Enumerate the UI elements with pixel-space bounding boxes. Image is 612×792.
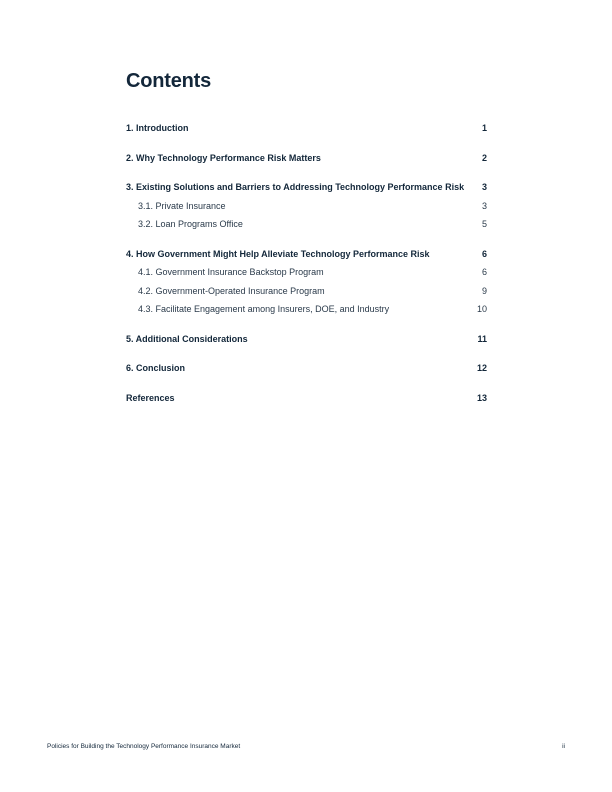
- toc-entry-label: 3. Existing Solutions and Barriers to Addressing Technology Performance Risk: [126, 182, 465, 192]
- toc-entry-page: 5: [481, 219, 487, 229]
- toc-entry-label: 1. Introduction: [126, 123, 189, 133]
- toc-entry-loan-programs-office[interactable]: [126, 217, 487, 231]
- toc-entry-label: 4.1. Government Insurance Backstop Program: [138, 267, 324, 277]
- toc-entry-page: 3: [481, 201, 487, 211]
- toc-entry-page: 3: [481, 182, 487, 192]
- toc-entry-introduction[interactable]: [126, 121, 487, 135]
- toc-entry-label: 4.3. Facilitate Engagement among Insurers, DOE, and Industry: [138, 304, 390, 314]
- toc-entry-label: 5. Additional Considerations: [126, 334, 248, 344]
- toc-entry-existing-solutions[interactable]: [126, 180, 487, 194]
- toc-entry-conclusion[interactable]: [126, 361, 487, 375]
- toc-entry-page: 2: [481, 153, 487, 163]
- toc-entry-page: 6: [481, 267, 487, 277]
- toc-entry-government-operated-insurance[interactable]: [126, 284, 487, 298]
- footer-page-number: ii: [562, 743, 565, 750]
- toc-entry-page: 1: [481, 123, 487, 133]
- toc-entry-label: 6. Conclusion: [126, 363, 186, 373]
- toc-entry-government-help[interactable]: [126, 247, 487, 261]
- toc-entry-page: 13: [476, 393, 487, 403]
- toc-entry-page: 10: [476, 304, 487, 314]
- toc-entry-additional-considerations[interactable]: [126, 332, 487, 346]
- toc-entry-references[interactable]: [126, 391, 487, 405]
- toc-entry-why-risk-matters[interactable]: [126, 151, 487, 165]
- page-title: Contents: [126, 70, 212, 92]
- toc-entry-label: 4.2. Government-Operated Insurance Program: [138, 286, 325, 296]
- toc-entry-page: 6: [481, 249, 487, 259]
- toc-entry-label: 3.2. Loan Programs Office: [138, 219, 243, 229]
- toc-entry-private-insurance[interactable]: [126, 199, 487, 213]
- toc-entry-label: 4. How Government Might Help Alleviate Technology Performance Risk: [126, 249, 430, 259]
- toc-entry-label: References: [126, 393, 175, 403]
- toc-entry-page: 9: [481, 286, 487, 296]
- toc-entry-page: 12: [476, 363, 487, 373]
- toc-entry-label: 2. Why Technology Performance Risk Matters: [126, 153, 321, 163]
- footer-document-title: Policies for Building the Technology Performance Insurance Market: [47, 743, 241, 750]
- toc-entry-facilitate-engagement[interactable]: [126, 302, 487, 316]
- toc-entry-insurance-backstop[interactable]: [126, 265, 487, 279]
- toc-entry-label: 3.1. Private Insurance: [138, 201, 226, 211]
- toc-entry-page: 11: [477, 334, 487, 344]
